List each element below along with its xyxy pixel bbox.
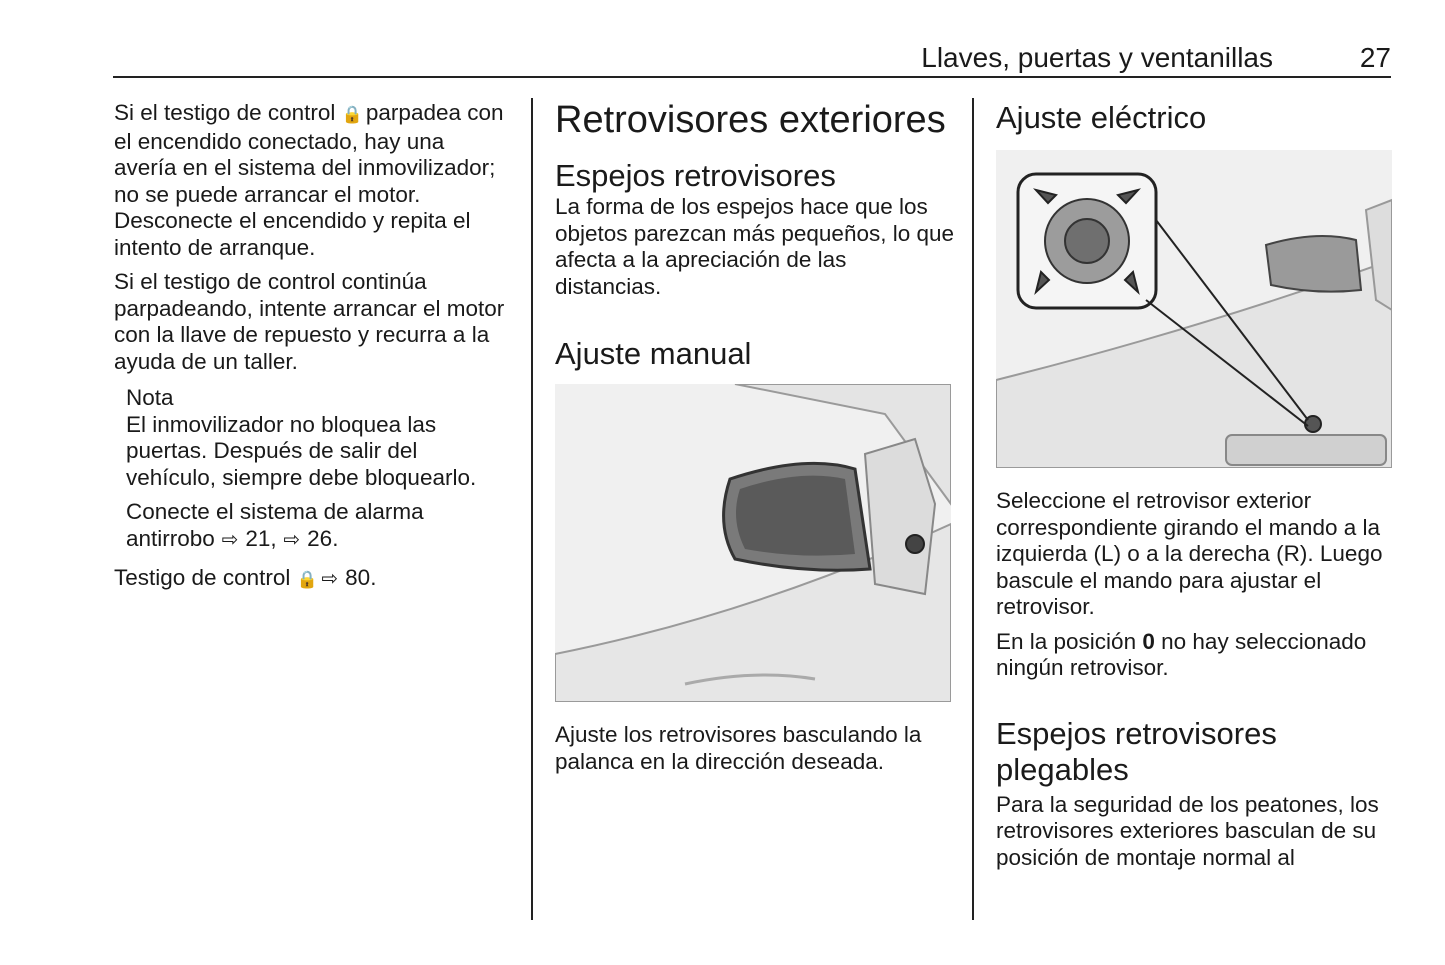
heading-exterior-mirrors: Retrovisores exteriores	[555, 99, 946, 141]
column-left	[114, 100, 512, 594]
paragraph-continue-blink: Si el testigo de control continúa parpadeando, intente arrancar el motor con la llave de repuesto y recurra a la ayuda de un taller.	[114, 269, 505, 374]
heading-manual-adjust: Ajuste manual	[555, 336, 752, 371]
section-title: Llaves, puertas y ventanillas	[921, 42, 1273, 73]
immobilizer-warning-icon: 🔒	[296, 570, 318, 589]
page-ref-link[interactable]: 26	[307, 525, 333, 551]
note-block	[114, 385, 512, 553]
caption-manual-adjust: Ajuste los retrovisores basculando la palanca en la dirección deseada.	[555, 722, 922, 774]
note-alarm: Conecte el sistema de alarma antirrobo ⇨ 21, ⇨ 26.	[126, 499, 512, 553]
reference-arrow-icon: ⇨	[283, 528, 301, 551]
column-right	[996, 100, 1392, 871]
page-ref-link[interactable]: 80	[345, 565, 371, 590]
heading-folding-mirrors: Espejos retrovisores plegables	[996, 715, 1277, 787]
reference-arrow-icon: ⇨	[221, 528, 239, 551]
paragraph-immobilizer-blink: Si el testigo de control 🔒 parpadea con el encendido conectado, hay una avería en el sistema del inmovilizador; no se puede arrancar el motor. Desconecte el encendido y repita el intento de arranque.	[114, 100, 504, 260]
column-divider-2	[972, 98, 974, 920]
page-number: 27	[1359, 42, 1391, 73]
paragraph-control-light: Testigo de control 🔒 ⇨ 80.	[114, 565, 512, 594]
column-middle	[555, 100, 955, 775]
electric-mirror-illustration	[996, 150, 1392, 468]
page-ref-link[interactable]: 21	[245, 525, 271, 551]
paragraph-pedestrian-safety: Para la seguridad de los peatones, los retrovisores exteriores basculan de su posición de montaje normal al	[996, 791, 1379, 870]
immobilizer-warning-icon: 🔒	[341, 105, 363, 124]
manual-mirror-illustration	[555, 384, 951, 702]
heading-rearview-mirrors: Espejos retrovisores	[555, 158, 836, 193]
paragraph-select-mirror: Seleccione el retrovisor exterior correspondiente girando el mando a la izquierda (L) o a la derecha (R). Luego bascule el mando para ajustar el retrovisor.	[996, 488, 1383, 619]
note-body: El inmovilizador no bloquea las puertas. Después de salir del vehículo, siempre debe bloquearlo.	[126, 411, 477, 490]
paragraph-mirror-shape: La forma de los espejos hace que los objetos parezcan más pequeños, lo que afecta a la apreciación de las distancias.	[555, 194, 955, 299]
heading-electric-adjust: Ajuste eléctrico	[996, 100, 1207, 135]
reference-arrow-icon: ⇨	[321, 568, 339, 590]
column-divider-1	[531, 98, 533, 920]
page-header	[113, 40, 1391, 78]
note-title: Nota	[126, 385, 174, 410]
paragraph-position-zero: En la posición 0 no hay seleccionado ningún retrovisor.	[996, 628, 1367, 680]
